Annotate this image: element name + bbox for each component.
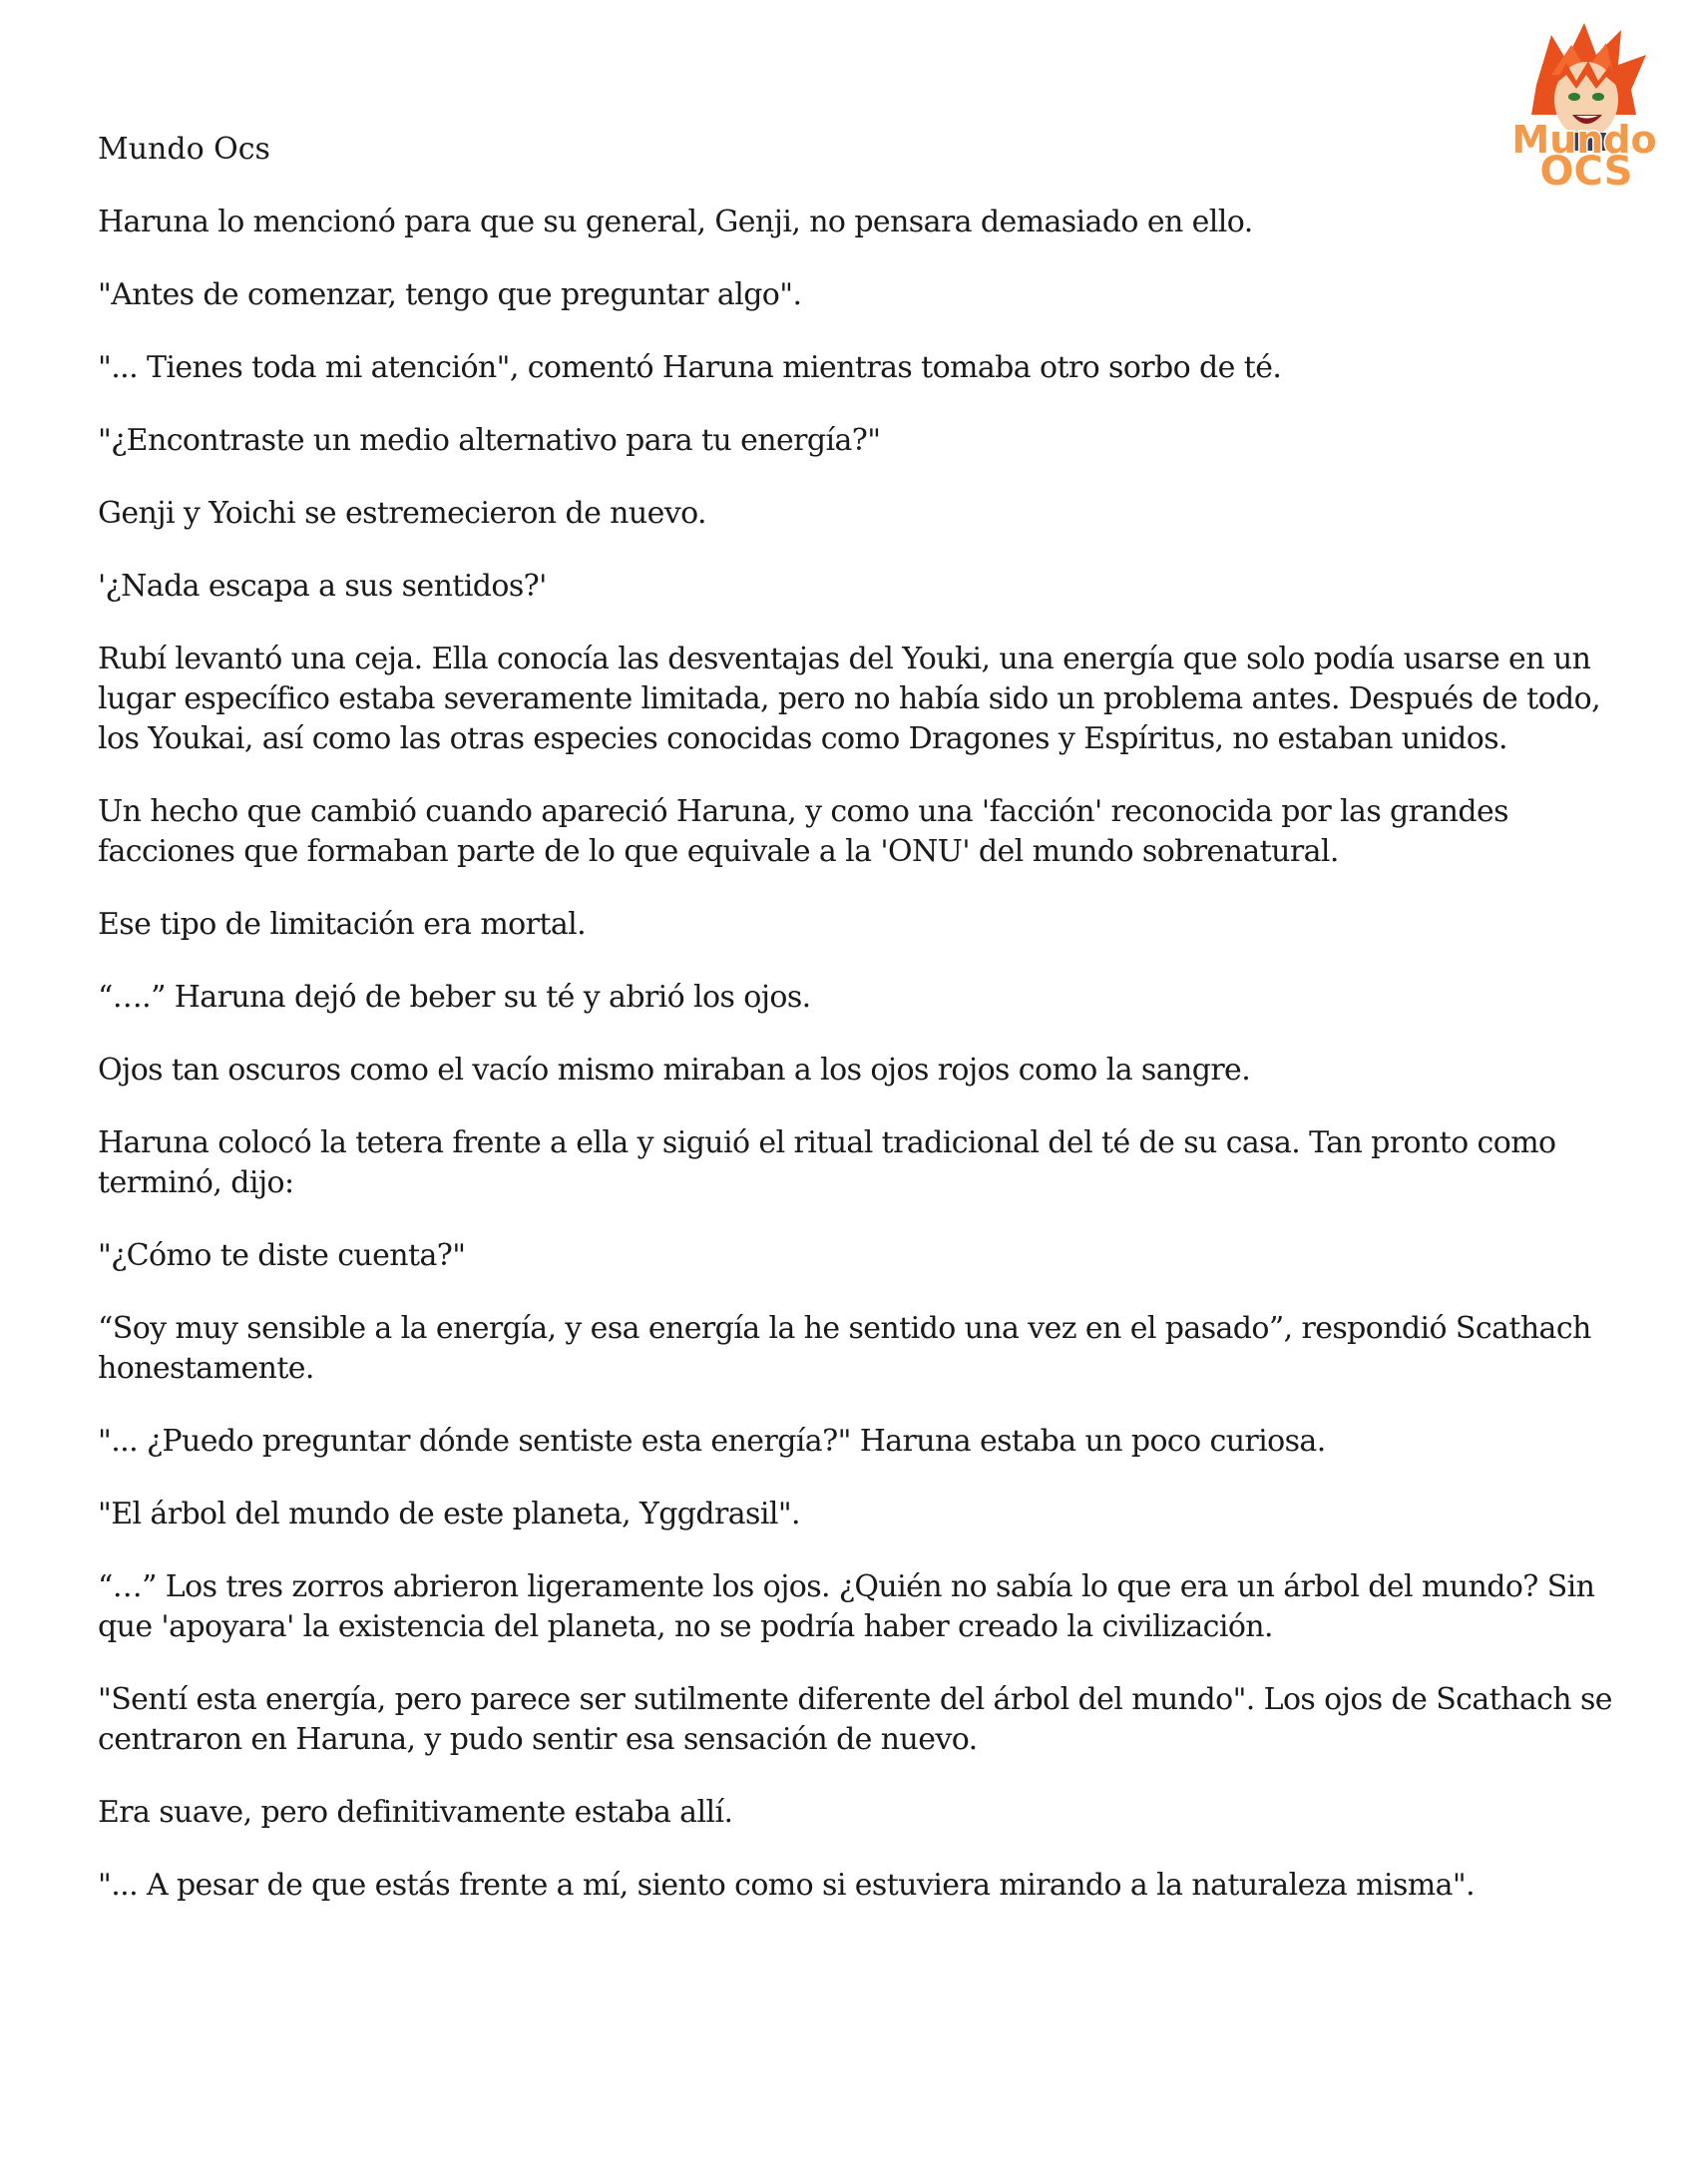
paragraph: "Antes de comenzar, tengo que preguntar algo". [98, 277, 802, 312]
paragraph: "¿Cómo te diste cuenta?" [98, 1238, 466, 1273]
paragraph: "... ¿Puedo preguntar dónde sentiste esta energía?" Haruna estaba un poco curiosa. [98, 1424, 1326, 1459]
paragraph: “….” Haruna dejó de beber su té y abrió los ojos. [98, 980, 811, 1015]
paragraph: Un hecho que cambió cuando apareció Haruna, y como una 'facción' reconocida por las grandes facciones que formaban parte de lo que equivale a la 'ONU' del mundo sobrenatural. [98, 794, 1508, 869]
paragraph: Genji y Yoichi se estremecieron de nuevo. [98, 496, 706, 531]
paragraph: "... Tienes toda mi atención", comentó Haruna mientras tomaba otro sorbo de té. [98, 350, 1282, 385]
paragraph: "... A pesar de que estás frente a mí, siento como si estuviera mirando a la naturaleza misma". [98, 1868, 1476, 1903]
paragraph: "El árbol del mundo de este planeta, Yggdrasil". [98, 1497, 800, 1531]
document-header: Mundo Ocs [98, 132, 270, 167]
paragraph: '¿Nada escapa a sus sentidos?' [98, 569, 547, 604]
paragraph: Haruna colocó la tetera frente a ella y siguió el ritual tradicional del té de su casa. Tan pronto como terminó, dijo: [98, 1125, 1556, 1200]
paragraph: “…” Los tres zorros abrieron ligeramente los ojos. ¿Quién no sabía lo que era un árbol del mundo? Sin que 'apoyara' la existencia del planeta, no se podría haber creado la civilización. [98, 1569, 1595, 1644]
paragraph: Haruna lo mencionó para que su general, Genji, no pensara demasiado en ello. [98, 205, 1253, 239]
paragraph: "Sentí esta energía, pero parece ser sutilmente diferente del árbol del mundo". Los ojos de Scathach se centraron en Haruna, y pudo sentir esa sensación de nuevo. [98, 1682, 1612, 1757]
document-page [98, 130, 1634, 1939]
paragraph: Era suave, pero definitivamente estaba allí. [98, 1795, 733, 1830]
paragraph: Rubí levantó una ceja. Ella conocía las desventajas del Youki, una energía que solo podía usarse en un lugar específico estaba severamente limitada, pero no había sido un problema antes. Después de todo, los Youkai, así como las otras especies conocidas como Dragones y Espíritus, no estaban unidos. [98, 642, 1601, 756]
logo-text-line1: Mundo [1511, 118, 1657, 162]
paragraph: “Soy muy sensible a la energía, y esa energía la he sentido una vez en el pasado”, respondió Scathach honestamente. [98, 1311, 1591, 1386]
paragraph: "¿Encontraste un medio alternativo para tu energía?" [98, 423, 881, 458]
paragraph: Ese tipo de limitación era mortal. [98, 907, 587, 942]
paragraph: Ojos tan oscuros como el vacío mismo miraban a los ojos rojos como la sangre. [98, 1053, 1251, 1088]
document-body [98, 203, 1634, 1906]
logo-text-line2: OCS [1539, 149, 1633, 190]
